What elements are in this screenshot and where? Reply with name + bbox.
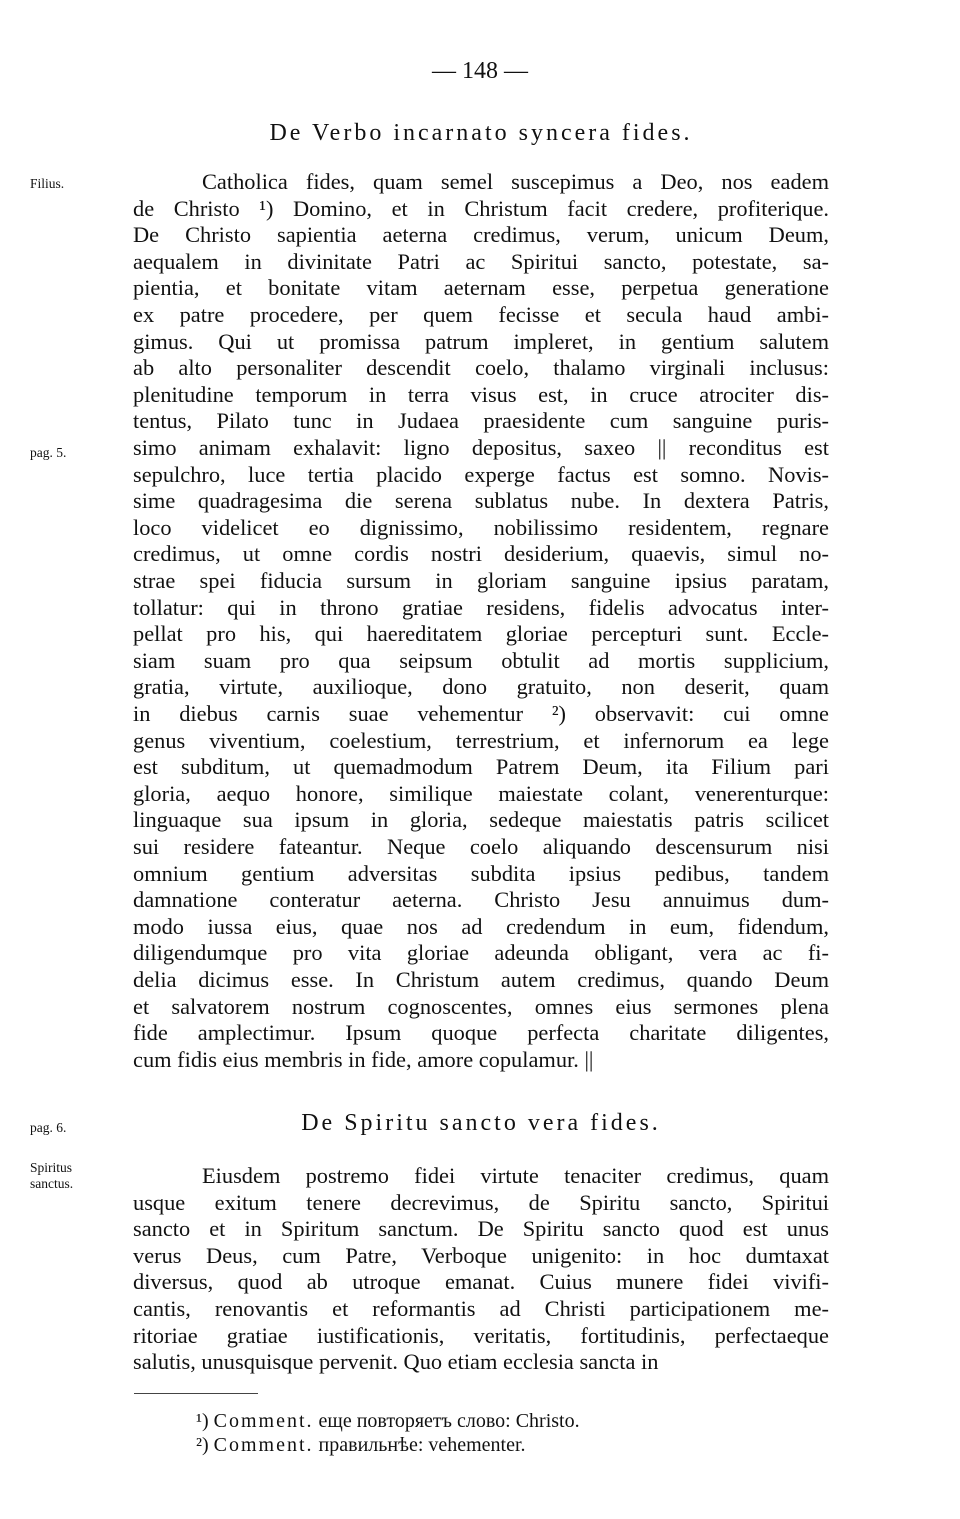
text-line: ritoriae gratiae iustificationis, veritatis, fortitudinis, perfectaeque xyxy=(133,1322,829,1348)
footnote-2 xyxy=(196,1433,526,1457)
text-line: tentus, Pilato tunc in Judaea praesidente cum sanguine puris- xyxy=(133,408,829,434)
footnote-comment-word: Comment. xyxy=(213,1434,314,1456)
text-line: ab alto personaliter descendit coelo, thalamo virginali inclusus: xyxy=(133,355,829,381)
footnote-mark: ¹) xyxy=(196,1410,209,1432)
page-number: — 148 — xyxy=(432,58,528,84)
text-line: salutis, unusquisque pervenit. Quo etiam ecclesia sancta in xyxy=(133,1349,659,1375)
text-line: et salvatorem nostrum cognoscentes, omnes eius sermones plena xyxy=(133,993,829,1019)
text-line: siam suam pro qua seipsum obtulit ad mortis supplicium, xyxy=(133,647,829,673)
text-line: sime quadragesima die serena sublatus nube. In dextera Patris, xyxy=(133,488,829,514)
text-line: gratia, virtute, auxilioque, dono gratuito, non deserit, quam xyxy=(133,674,829,700)
text-line: aequalem in divinitate Patri ac Spiritui sancto, potestate, sa- xyxy=(133,248,829,274)
footnote-text: правильнѣе: vehementer. xyxy=(318,1434,526,1456)
section-title-spiritu: De Spiritu sancto vera fides. xyxy=(301,1110,661,1136)
text-line: verus Deus, cum Patre, Verboque unigenito: in hoc dumtaxat xyxy=(133,1242,829,1268)
text-line: gimus. Qui ut promissa patrum impleret, in gentium salutem xyxy=(133,328,829,354)
footnote-mark: ²) xyxy=(196,1434,209,1456)
text-line: usque exitum tenere decrevimus, de Spiritu sancto, Spiritui xyxy=(133,1189,829,1215)
text-line: modo iussa eius, quae nos ad credendum in eum, fidendum, xyxy=(133,913,829,939)
footnote-1 xyxy=(196,1409,580,1433)
text-line: pellat pro his, qui haereditatem gloriae percepturi sunt. Eccle- xyxy=(133,621,829,647)
text-line: ex patre procedere, per quem fecisse et secula haud ambi- xyxy=(133,302,829,327)
text-line: diligendumque pro vita gloriae adeunda obligant, vera ac fi- xyxy=(133,940,829,966)
text-line: simo animam exhalavit: ligno depositus, saxeo || reconditus est xyxy=(133,435,829,460)
text-line: pientia, et bonitate vitam aeternam esse, perpetua generatione xyxy=(133,275,829,301)
text-line: fide amplectimur. Ipsum quoque perfecta charitate diligentes, xyxy=(133,1020,829,1046)
footnote-text: еще повторяетъ слово: Christo. xyxy=(318,1410,580,1432)
text-line: strae spei fiducia sursum in gloriam sanguine ipsius paratam, xyxy=(133,568,829,593)
text-line: tollatur: qui in throno gratiae residens, fidelis advocatus inter- xyxy=(133,594,829,620)
text-line: in diebus carnis suae vehementur ²) observavit: cui omne xyxy=(133,701,829,726)
text-line: Catholica fides, quam semel suscepimus a Deo, nos eadem xyxy=(202,169,829,194)
margin-note-filius: Filius. xyxy=(30,176,65,191)
text-line: diversus, quod ab utroque emanat. Cuius munere fidei vivifi- xyxy=(133,1269,829,1295)
margin-note-spiritus: Spiritus sanctus. xyxy=(30,1160,74,1191)
text-line: Eiusdem postremo fidei virtute tenaciter credimus, quam xyxy=(202,1163,829,1188)
margin-note-pag5: pag. 5. xyxy=(30,445,67,460)
text-line: linguaque sua ipsum in gloria, sedeque maiestatis patris scilicet xyxy=(133,807,829,833)
text-line: plenitudine temporum in terra visus est, in cruce atrociter dis- xyxy=(133,381,829,407)
text-line: cum fidis eius membris in fide, amore copulamur. || xyxy=(133,1046,594,1072)
text-line: delia dicimus esse. In Christum autem credimus, quando Deum xyxy=(133,967,829,992)
footnote-rule xyxy=(134,1393,258,1394)
text-line: sancto et in Spiritum sanctum. De Spiritu sancto quod est unus xyxy=(133,1216,829,1242)
margin-note-pag6: pag. 6. xyxy=(30,1120,67,1135)
text-line: loco videlicet eo dignissimo, nobilissimo residentem, regnare xyxy=(133,514,829,540)
text-line: sepulchro, luce tertia placido experge factus est somno. Novis- xyxy=(133,461,829,487)
text-line: gloria, aequo honore, similique maiestate colant, venerenturque: xyxy=(133,780,829,806)
text-line: damnatione conteratur aeterna. Christo Jesu annuimus dum- xyxy=(133,887,829,913)
text-line: de Christo ¹) Domino, et in Christum facit credere, profiterique. xyxy=(133,195,829,221)
section-title-verbo: De Verbo incarnato syncera fides. xyxy=(269,120,693,146)
footnote-comment-word: Comment. xyxy=(213,1410,314,1432)
text-line: genus viventium, coelestium, terrestrium, et infernorum ea lege xyxy=(133,727,829,753)
text-line: De Christo sapientia aeterna credimus, verum, unicum Deum, xyxy=(133,222,829,248)
text-line: omnium gentium adversitas subdita ipsius pedibus, tandem xyxy=(133,860,829,886)
text-line: credimus, ut omne cordis nostri desiderium, quaevis, simul no- xyxy=(133,541,829,567)
text-line: est subditum, ut quemadmodum Patrem Deum, ita Filium pari xyxy=(133,754,829,780)
text-line: cantis, renovantis et reformantis ad Christi participationem me- xyxy=(133,1296,829,1321)
text-line: sui residere fateantur. Neque coelo aliquando descensurum nisi xyxy=(133,834,829,859)
